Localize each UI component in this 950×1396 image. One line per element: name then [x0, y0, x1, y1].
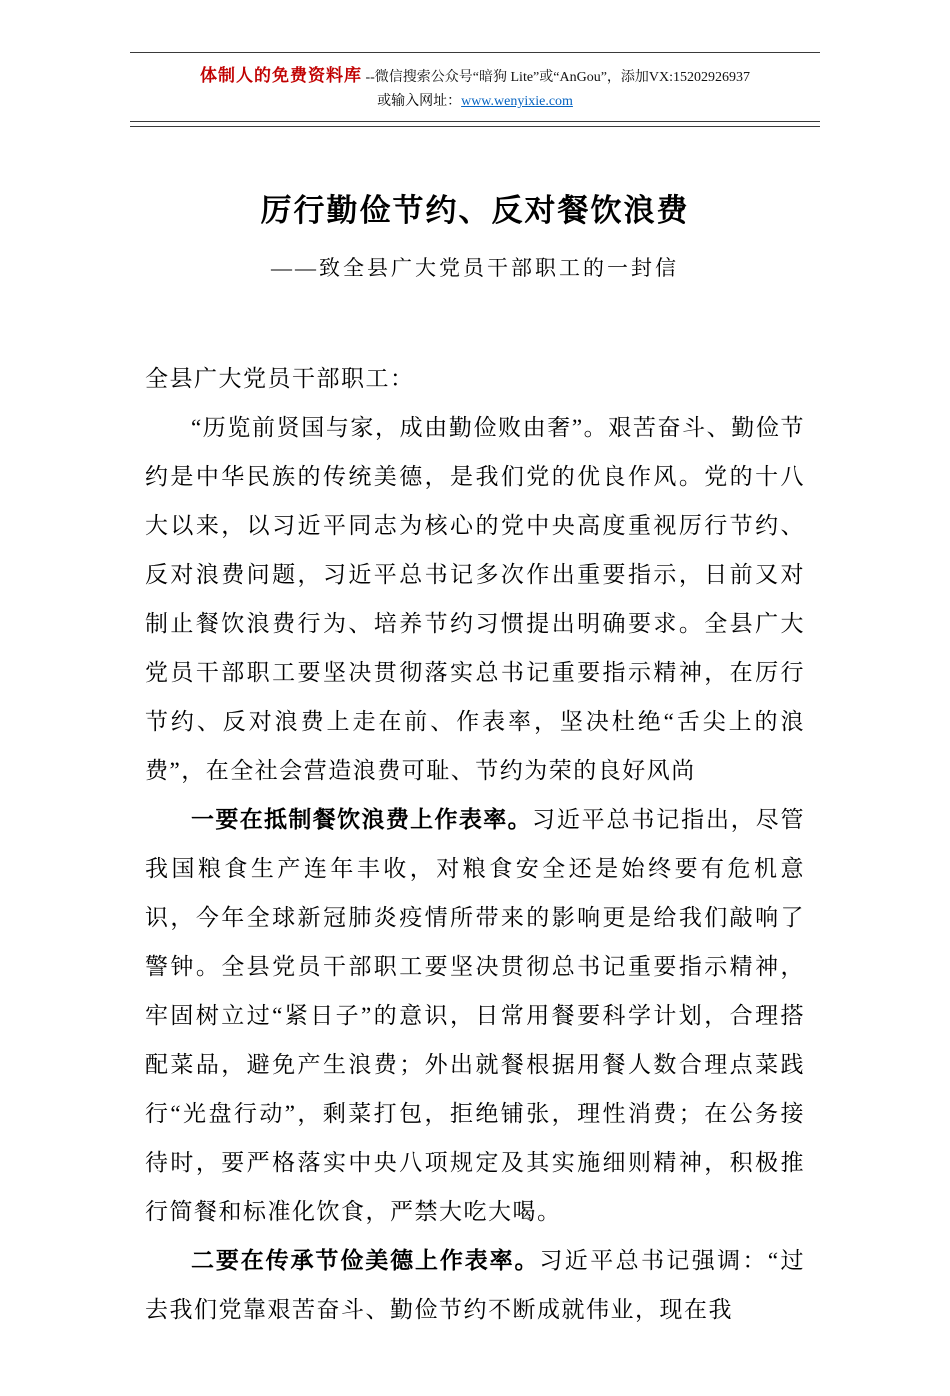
- paragraph-2-text: 习近平总书记指出，尽管我国粮食生产连年丰收，对粮食安全还是始终要有危机意识，今年全球新冠肺炎疫情所带来的影响更是给我们敲响了警钟。全县党员干部职工要坚决贯彻总书记重要指示精神，牢固树立过“紧日子”的意识，日常用餐要科学计划，合理搭配菜品，避免产生浪费；外出就餐根据用餐人数合理点菜践行“光盘行动”，剩菜打包，拒绝铺张，理性消费；在公务接待时，要严格落实中央八项规定及其实施细则精神，积极推行简餐和标准化饮食，严禁大吃大喝。: [145, 807, 806, 1224]
- document-body: [145, 354, 805, 1334]
- header-line-2: [130, 91, 820, 122]
- website-link[interactable]: www.wenyixie.com: [461, 94, 573, 109]
- paragraph-3-lead: 二要在传承节俭美德上作表率。: [191, 1247, 540, 1273]
- header-line-1: [130, 65, 820, 89]
- document-page: [0, 52, 950, 1396]
- paragraph-3: [145, 1236, 805, 1334]
- url-prefix-label: 或输入网址：: [377, 94, 462, 109]
- paragraph-2: [145, 795, 805, 1236]
- document-title: 厉行勤俭节约、反对餐饮浪费: [260, 193, 690, 228]
- document-subtitle: ——致全县广大党员干部职工的一封信: [271, 256, 679, 280]
- document-content: [0, 185, 950, 1334]
- header-band: [130, 52, 820, 122]
- greeting-line: 全县广大党员干部职工：: [145, 366, 415, 391]
- paragraph-3-text: 习近平总书记强调：“过去我们党靠艰苦奋斗、勤俭节约不断成就伟业，现在我: [145, 1248, 805, 1322]
- paragraph-1-text: “历览前贤国与家，成由勤俭败由奢”。艰苦奋斗、勤俭节约是中华民族的传统美德，是我们党的优良作风。党的十八大以来，以习近平同志为核心的党中央高度重视厉行节约、反对浪费问题，习近平总书记多次作出重要指示，日前又对制止餐饮浪费行为、培养节约习惯提出明确要求。全县广大党员干部职工要坚决贯彻落实总书记重要指示精神，在厉行节约、反对浪费上走在前、作表率，坚决杜绝“舌尖上的浪费”，在全社会营造浪费可耻、节约为荣的良好风尚: [145, 415, 805, 783]
- brand-contact-info: --微信搜索公众号“暗狗 Lite”或“AnGou”，添加VX:15202926937: [361, 70, 751, 85]
- paragraph-2-lead: 一要在抵制餐饮浪费上作表率。: [191, 806, 532, 832]
- paragraph-1: [145, 403, 805, 795]
- brand-name: 体制人的免费资料库: [199, 66, 362, 85]
- header-divider: [130, 126, 820, 127]
